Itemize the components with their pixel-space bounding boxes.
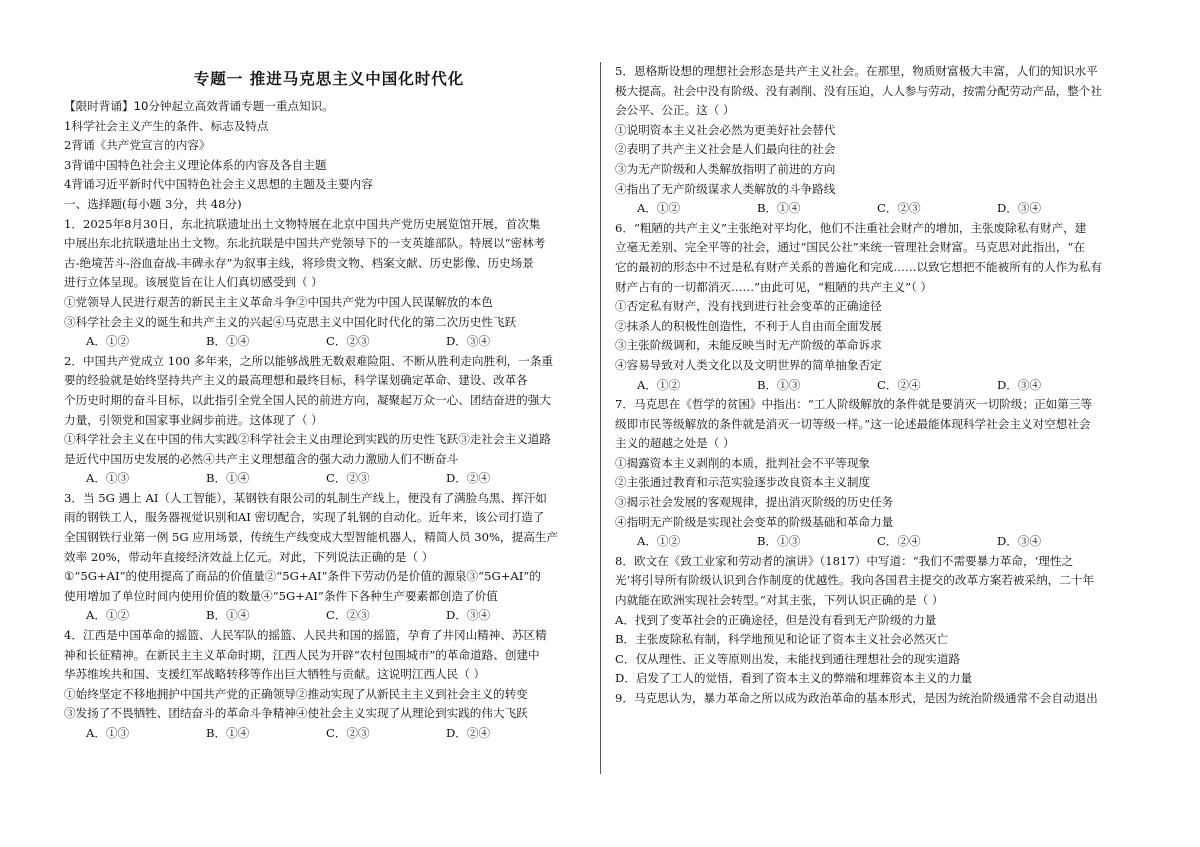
option-a: A．①③ [86, 726, 130, 740]
option-c: C．②④ [877, 377, 921, 392]
question-stem-line: 8．欧文在《致工业家和劳动者的演讲》（1817）中写道：“我们不需要暴力革命，‘理性之 [615, 553, 1074, 568]
intro-label: 【限时背诵】 [64, 99, 134, 113]
option-a: A．①② [86, 334, 130, 349]
option-a: A．①② [86, 608, 130, 623]
option-d: D．③④ [446, 334, 491, 349]
answer-options [64, 724, 594, 744]
column-divider [600, 62, 601, 774]
option-b: B．①④ [206, 608, 250, 623]
option-b: B．①④ [206, 726, 250, 740]
question-5 [615, 62, 1139, 219]
question-stem-line: 级即市民等级解放的条件就是消灭一切等级一样。”这一论述最能体现科学社会主义对空想社会 [615, 416, 1091, 431]
question-7 [615, 395, 1139, 552]
statement-line: ②抹杀人的积极性创造性，不利于人自由而全面发展 [615, 318, 882, 333]
question-3 [64, 489, 594, 626]
question-8 [615, 552, 1139, 689]
question-stem-line: 要的经验就是始终坚持共产主义的最高理想和最终目标，科学谋划确定革命、建设、改革各 [64, 373, 528, 388]
option-b: B．①④ [206, 334, 250, 349]
option-line: A．找到了变革社会的正确途径，但是没有看到无产阶级的力量 [615, 612, 937, 627]
question-stem-line: 华苏维埃共和国、支援红军战略转移等作出巨大牺牲与贡献。这说明江西人民（ ） [64, 667, 486, 682]
option-b: B．①③ [757, 377, 801, 392]
answer-options [64, 606, 594, 626]
question-stem-line: 2．中国共产党成立 100 多年来，之所以能够战胜无数艰难险阻、不断从胜利走向胜利，一条重 [64, 353, 554, 368]
question-stem-line: 6．“粗陋的共产主义”主张绝对平均化，他们不注重社会财产的增加，主张废除私有财产，建 [615, 220, 1087, 235]
answer-options [64, 469, 594, 489]
statement-line: ①说明资本主义社会必然为更美好社会替代 [615, 122, 836, 137]
answer-options [64, 332, 594, 352]
question-stem-line: 立毫无差别、完全平等的社会，通过“国民公社”来统一管理社会财富。马克思对此指出，“在 [615, 240, 1085, 255]
statement-line: ①“5G+AI”的使用提高了商品的价值量②“5G+AI”条件下劳动仍是价值的源泉③“5G+AI”的 [64, 569, 541, 584]
question-stem-line: 效率 20%，带动年直接经济效益上亿元。对此，下列说法正确的是（ ） [64, 549, 434, 564]
question-stem-line: 1．2025年8月30日，东北抗联遗址出土文物特展在北京中国共产党历史展览馆开展，首次集 [64, 216, 541, 231]
question-stem-line: 力量，引领党和国家事业阔步前进。这体现了（ ） [64, 412, 323, 427]
question-stem-line: 个历史时期的奋斗目标，以此指引全党全国人民的前进方向，凝聚起万众一心、团结奋进的强大 [64, 392, 551, 407]
intro-item: 1科学社会主义产生的条件、标志及特点 [64, 118, 269, 133]
question-stem-line: 内就能在欧洲实现社会转型。”对其主张，下列认识正确的是（ ） [615, 593, 944, 608]
statement-line: ④容易导致对人类文化以及文明世界的简单抽象否定 [615, 357, 882, 372]
section-heading: 一、选择题(每小题 3分，共 48分) [64, 196, 242, 211]
question-stem-line: 光’将引导所有阶级认识到合作制度的优越性。我向各国君主提交的改革方案若被采纳，二十年 [615, 573, 1095, 588]
question-stem-line: 雨的钢铁工人，服务器视觉识别和AI 密切配合，实现了轧钢的自动化。近年来，该公司打造了 [64, 510, 545, 525]
intro-item: 3背诵中国特色社会主义理论体系的内容及各自主题 [64, 157, 327, 172]
question-stem-line: 7．马克思在《哲学的贫困》中指出：“工人阶级解放的条件就是要消灭一切阶级；正如第三等 [615, 397, 1093, 412]
option-b: B．①③ [757, 534, 801, 549]
question-2 [64, 352, 594, 489]
question-stem-line: 中展出东北抗联遗址出土文物。东北抗联是中国共产党领导下的一支英雄部队。特展以“密林考 [64, 236, 546, 251]
statement-line: ③主张阶级调和，未能反映当时无产阶级的革命诉求 [615, 338, 882, 353]
option-c: C．②③ [326, 726, 370, 740]
question-stem-line: 神和长征精神。在新民主主义革命时期，江西人民为开辟“农村包围城市”的革命道路、创建中 [64, 647, 540, 662]
statement-line: ①科学社会主义在中国的伟大实践②科学社会主义由理论到实践的历史性飞跃③走社会主义道路 [64, 432, 551, 447]
question-stem-line: 古-绝境苦斗-浴血奋战-丰碑永存”为叙事主线，将珍贵文物、档案文献、历史影像、历史场景 [64, 255, 534, 270]
statement-line: 是近代中国历史发展的必然④共产主义理想蕴含的强大动力激励人们不断奋斗 [64, 451, 459, 466]
statement-line: ④指明无产阶级是实现社会变革的阶级基础和革命力量 [615, 514, 894, 529]
option-a: A．①② [637, 201, 681, 216]
option-b: B．①④ [206, 471, 250, 486]
option-d: D．②④ [446, 471, 491, 486]
question-stem-line: 3．当 5G 遇上 AI（人工智能），某钢铁有限公司的轧制生产线上，便没有了满脸乌黑、挥汗如 [64, 490, 547, 505]
intro-item: 2背诵《共产党宣言的内容》 [64, 138, 211, 153]
option-d: D．②④ [446, 726, 491, 740]
question-stem-line: 进行立体呈现。该展览旨在让人们真切感受到（ ） [64, 275, 323, 290]
question-stem-line: 9．马克思认为，暴力革命之所以成为政治革命的基本形式，是因为统治阶级通常不会自动退出 [615, 691, 1098, 705]
option-d: D．③④ [997, 534, 1042, 549]
question-1 [64, 215, 594, 352]
intro-item: 4背诵习近平新时代中国特色社会主义思想的主题及主要内容 [64, 177, 373, 192]
intro-line [64, 97, 594, 117]
statement-line: ③揭示社会发展的客观规律，提出消灭阶级的历史任务 [615, 495, 894, 510]
option-c: C．②③ [326, 608, 370, 623]
option-a: A．①② [637, 534, 681, 549]
statement-line: ①否定私有财产，没有找到进行社会变革的正确途径 [615, 299, 882, 314]
question-stem-line: 全国钢铁行业第一例 5G 应用场景，传统生产线变成大型智能机器人，精简人员 30%，提高生产 [64, 530, 559, 545]
page-title: 专题一 推进马克思主义中国化时代化 [193, 70, 465, 88]
question-stem-line: 它的最初的形态中不过是私有财产关系的普遍化和完成……以致它想把不能被所有的人作为私有 [615, 259, 1102, 274]
statement-line: ②表明了共产主义社会是人们最向往的社会 [615, 142, 836, 157]
option-c: C．②③ [326, 471, 370, 486]
option-c: C．②③ [326, 334, 370, 349]
question-stem-line: 5．恩格斯设想的理想社会形态是共产主义社会。在那里，物质财富极大丰富，人们的知识水平 [615, 64, 1098, 78]
answer-options [615, 532, 1139, 552]
statement-line: ②主张通过教育和示范实验逐步改良资本主义制度 [615, 475, 871, 490]
option-d: D．③④ [446, 608, 491, 623]
option-d: D．③④ [997, 201, 1042, 216]
question-6 [615, 219, 1139, 395]
answer-options [615, 199, 1139, 219]
option-a: A．①③ [86, 471, 130, 486]
statement-line: ①党领导人民进行艰苦的新民主主义革命斗争②中国共产党为中国人民谋解放的本色 [64, 294, 493, 309]
option-c: C．②④ [877, 534, 921, 549]
statement-line: 使用增加了单位时间内使用价值的数量④“5G+AI”条件下各种生产要素都创造了价值 [64, 588, 498, 603]
statement-line: ①始终坚定不移地拥护中国共产党的正确领导②推动实现了从新民主主义到社会主义的转变 [64, 686, 528, 701]
option-line: B．主张废除私有制，科学地预见和论证了资本主义社会必然灭亡 [615, 632, 949, 647]
question-stem-line: 财产占有的一切都消灭……”由此可见，“粗陋的共产主义”（ ） [615, 279, 933, 294]
option-line: C．仅从理性、正义等原则出发，未能找到通往理想社会的现实道路 [615, 651, 961, 666]
question-9 [615, 689, 1139, 709]
option-line: D．启发了工人的觉悟，看到了资本主义的弊端和埋葬资本主义的力量 [615, 671, 973, 686]
option-c: C．②③ [877, 201, 921, 216]
statement-line: ①揭露资本主义剥削的本质，批判社会不平等现象 [615, 455, 871, 470]
left-column [64, 62, 594, 744]
intro-text: 10分钟起立高效背诵专题一重点知识。 [133, 99, 334, 113]
question-4 [64, 626, 594, 744]
statement-line: ③发扬了不畏牺牲、团结奋斗的革命斗争精神④使社会主义实现了从理论到实践的伟大飞跃 [64, 706, 528, 721]
statement-line: ③科学社会主义的诞生和共产主义的兴起④马克思主义中国化时代化的第二次历史性飞跃 [64, 314, 517, 329]
statement-line: ③为无产阶级和人类解放指明了前进的方向 [615, 161, 836, 176]
option-a: A．①② [637, 377, 681, 392]
question-stem-line: 会公平、公正。这（ ） [615, 103, 735, 118]
question-stem-line: 主义的超越之处是（ ） [615, 436, 735, 451]
answer-options [615, 376, 1139, 396]
option-d: D．③④ [997, 377, 1042, 392]
option-b: B．①④ [757, 201, 801, 216]
question-stem-line: 极大提高。社会中没有阶级、没有剥削、没有压迫，人人参与劳动，按需分配劳动产品，整个社 [615, 83, 1102, 98]
statement-line: ④指出了无产阶级谋求人类解放的斗争路线 [615, 181, 836, 196]
right-column [615, 62, 1139, 709]
question-stem-line: 4．江西是中国革命的摇篮、人民军队的摇篮、人民共和国的摇篮，孕育了井冈山精神、苏区精 [64, 628, 547, 643]
